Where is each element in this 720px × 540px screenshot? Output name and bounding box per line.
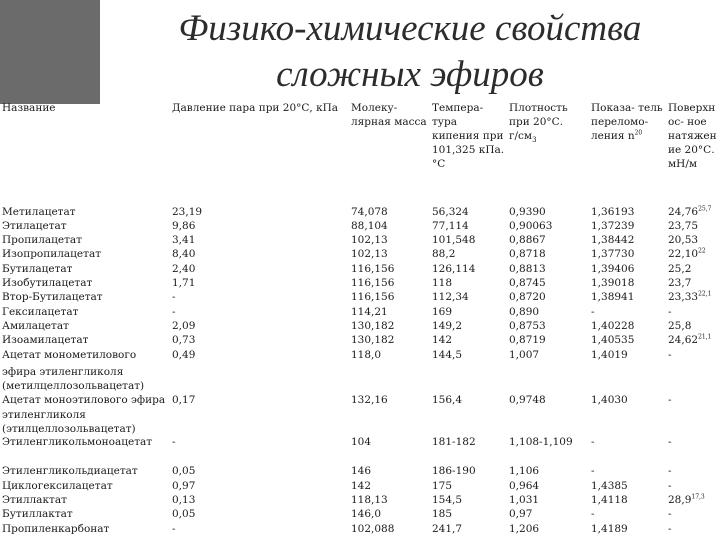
row-refractive-index-value: 1,4118 <box>591 494 628 506</box>
row-surface-tension <box>668 464 672 478</box>
row-density <box>509 507 532 521</box>
row-name <box>2 435 152 449</box>
row-boiling-temp-value: 88,2 <box>432 248 456 260</box>
row-molar-mass-value: 114,21 <box>351 306 388 318</box>
row-refractive-index-value: 1,37730 <box>591 248 635 260</box>
row-density-value: 1,106 <box>509 465 540 477</box>
row-density-value: 1,007 <box>509 349 540 361</box>
row-refractive-index <box>591 393 628 407</box>
row-refractive-index <box>591 493 628 507</box>
row-refractive-index <box>591 522 628 536</box>
row-refractive-index-value: 1,4019 <box>591 349 628 361</box>
row-vapor-pressure <box>172 276 195 290</box>
title-line-2: сложных эфиров <box>276 54 544 95</box>
row-name-value: Бутилацетат <box>2 263 73 275</box>
row-surface-tension <box>668 435 672 449</box>
row-refractive-index-value: - <box>591 436 595 448</box>
row-vapor-pressure <box>172 493 195 507</box>
row-surface-tension <box>668 290 711 304</box>
row-name-continuation: эфира этиленгликоля <box>2 366 124 378</box>
row-molar-mass <box>351 393 388 407</box>
slide-title <box>100 0 720 104</box>
row-name-value: Втор-Бутилацетат <box>2 291 103 303</box>
header-surface-tension <box>668 101 717 171</box>
row-boiling-temp <box>432 493 462 507</box>
row-density-value: 0,97 <box>509 508 533 520</box>
row-molar-mass-value: 130,182 <box>351 320 395 332</box>
row-density-value: 0,90063 <box>509 220 553 232</box>
row-boiling-temp <box>432 479 452 493</box>
row-surface-tension-value: 20,53 <box>668 234 699 246</box>
row-vapor-pressure <box>172 247 195 261</box>
row-name <box>2 522 109 536</box>
row-vapor-pressure <box>172 393 195 407</box>
row-density <box>509 247 546 261</box>
row-refractive-index <box>591 435 595 449</box>
row-density <box>509 464 539 478</box>
row-name <box>2 493 67 507</box>
row-molar-mass-value: 102,13 <box>351 248 388 260</box>
row-density <box>509 205 546 219</box>
row-molar-mass <box>351 522 394 536</box>
row-surface-tension-value: - <box>668 480 672 492</box>
row-density-value: 0,8813 <box>509 263 546 275</box>
row-density <box>509 435 573 449</box>
row-vapor-pressure <box>172 290 176 304</box>
row-molar-mass-value: 102,088 <box>351 523 395 535</box>
row-surface-tension <box>668 276 691 290</box>
row-name-value: Гексилацетат <box>2 306 79 318</box>
header-temp-line: тура <box>432 116 457 128</box>
row-refractive-index-value: 1,4189 <box>591 523 628 535</box>
header-temp <box>432 101 504 171</box>
header-surface-line: мН/м <box>668 158 698 170</box>
row-density-value: 1,206 <box>509 523 540 535</box>
row-boiling-temp <box>432 262 475 276</box>
row-vapor-pressure-value: - <box>172 523 176 535</box>
row-name-value: Амилацетат <box>2 320 69 332</box>
row-name-value: Этилацетат <box>2 220 67 232</box>
row-refractive-index-value: - <box>591 306 595 318</box>
row-surface-tension <box>668 348 672 362</box>
row-refractive-index <box>591 348 628 362</box>
row-boiling-temp <box>432 348 462 362</box>
row-refractive-index <box>591 290 634 304</box>
row-refractive-index <box>591 276 634 290</box>
row-name <box>2 464 138 478</box>
row-molar-mass <box>351 507 381 521</box>
row-boiling-temp-value: 142 <box>432 334 453 346</box>
row-name <box>2 348 136 362</box>
row-name <box>2 205 76 219</box>
row-molar-mass <box>351 479 371 493</box>
row-boiling-temp-value: 126,114 <box>432 263 476 275</box>
row-vapor-pressure <box>172 507 195 521</box>
row-boiling-temp <box>432 247 455 261</box>
row-molar-mass-value: 104 <box>351 436 372 448</box>
row-density-value: 0,8867 <box>509 234 546 246</box>
row-vapor-pressure <box>172 333 195 347</box>
row-boiling-temp <box>432 305 452 319</box>
row-vapor-pressure-value: 0,05 <box>172 465 196 477</box>
slide-sidebar-block <box>0 0 100 104</box>
row-surface-tension <box>668 205 711 219</box>
row-density <box>509 522 539 536</box>
row-surface-tension-value: 23,7 <box>668 277 692 289</box>
row-boiling-temp-value: 101,548 <box>432 234 476 246</box>
row-vapor-pressure <box>172 479 195 493</box>
density-unit: г/см <box>509 130 533 142</box>
row-name-value: Ацетат моноэтилового эфира <box>2 394 166 406</box>
header-refraction-line <box>591 129 663 143</box>
row-vapor-pressure-value: 0,73 <box>172 334 196 346</box>
row-refractive-index-value: 1,40535 <box>591 334 635 346</box>
row-name-continuation: (этилцеллозольвацетат) <box>2 423 136 435</box>
row-vapor-pressure <box>172 219 195 233</box>
row-surface-tension-value: 25,8 <box>668 320 692 332</box>
row-refractive-index-value: 1,36193 <box>591 206 635 218</box>
header-vapor: Давление пара при 20°С, кПа <box>172 102 339 114</box>
row-boiling-temp <box>432 333 452 347</box>
row-density-value: 0,8745 <box>509 277 546 289</box>
header-surface-line: Поверхн <box>668 102 716 114</box>
row-name <box>2 319 69 333</box>
row-molar-mass <box>351 276 394 290</box>
row-surface-tension <box>668 262 691 276</box>
row-vapor-pressure <box>172 435 176 449</box>
row-density-value: 1,031 <box>509 494 540 506</box>
header-mass-line: лярная масса <box>351 116 427 128</box>
row-surface-tension-value: 28,9 <box>668 494 692 506</box>
row-boiling-temp <box>432 522 462 536</box>
header-surface-line: ос- ное <box>668 116 707 128</box>
row-vapor-pressure-value: - <box>172 436 176 448</box>
row-refractive-index <box>591 262 634 276</box>
row-boiling-temp-value: 169 <box>432 306 453 318</box>
row-molar-mass <box>351 319 394 333</box>
title-line-1: Физико-химические свойства <box>178 8 642 49</box>
row-molar-mass-value: 116,156 <box>351 291 395 303</box>
row-surface-tension-value: - <box>668 436 672 448</box>
header-surface-line: натяжен <box>668 130 717 142</box>
row-density <box>509 393 546 407</box>
row-boiling-temp <box>432 233 475 247</box>
row-density-value: 0,8719 <box>509 334 546 346</box>
row-refractive-index-value: 1,38442 <box>591 234 635 246</box>
row-vapor-pressure-value: 9,86 <box>172 220 196 232</box>
row-density-value: 0,8753 <box>509 320 546 332</box>
header-refraction-line: Показа- тель <box>591 102 663 114</box>
row-vapor-pressure-value: - <box>172 291 176 303</box>
row-boiling-temp <box>432 319 462 333</box>
row-vapor-pressure <box>172 262 195 276</box>
row-name <box>2 393 165 407</box>
row-vapor-pressure <box>172 319 195 333</box>
row-refractive-index-value: 1,40228 <box>591 320 635 332</box>
header-name: Название <box>2 102 56 114</box>
row-molar-mass <box>351 333 394 347</box>
row-surface-tension-value: 25,2 <box>668 263 692 275</box>
row-boiling-temp-value: 112,34 <box>432 291 469 303</box>
row-density <box>509 305 539 319</box>
row-surface-tension-value: - <box>668 306 672 318</box>
row-refractive-index <box>591 219 634 233</box>
row-refractive-index <box>591 233 634 247</box>
row-molar-mass-value: 146 <box>351 465 372 477</box>
row-refractive-index <box>591 333 634 347</box>
row-density-value: 0,8718 <box>509 248 546 260</box>
surface-tension-temp-sup: 17,3 <box>691 493 705 501</box>
row-name-value: Изобутилацетат <box>2 277 93 289</box>
row-molar-mass-value: 116,156 <box>351 263 395 275</box>
row-name <box>2 479 113 493</box>
surface-tension-temp-sup: 21,1 <box>698 333 712 341</box>
row-surface-tension-value: - <box>668 394 672 406</box>
row-vapor-pressure-value: 3,41 <box>172 234 196 246</box>
row-molar-mass-value: 102,13 <box>351 234 388 246</box>
row-boiling-temp-value: 149,2 <box>432 320 463 332</box>
row-surface-tension <box>668 319 691 333</box>
row-vapor-pressure-value: 0,49 <box>172 349 196 361</box>
row-name-value: Изопропилацетат <box>2 248 102 260</box>
row-molar-mass <box>351 233 388 247</box>
row-name-value: Этиллактат <box>2 494 67 506</box>
row-molar-mass <box>351 262 394 276</box>
row-boiling-temp-value: 144,5 <box>432 349 463 361</box>
row-density <box>509 348 539 362</box>
row-refractive-index-value: - <box>591 508 595 520</box>
row-surface-tension <box>668 493 705 507</box>
row-density-value: 0,8720 <box>509 291 546 303</box>
row-density-value: 0,890 <box>509 306 540 318</box>
header-density <box>509 101 568 143</box>
row-density <box>509 493 539 507</box>
row-name-value: Циклогексилацетат <box>2 480 113 492</box>
row-boiling-temp <box>432 393 462 407</box>
row-name-value: Этиленгликольмоноацетат <box>2 436 153 448</box>
row-name-value: Бутиллактат <box>2 508 73 520</box>
row-molar-mass <box>351 290 394 304</box>
row-name <box>2 262 72 276</box>
row-surface-tension <box>668 305 672 319</box>
header-temp-line: Темпера- <box>432 102 484 114</box>
row-density-value: 0,964 <box>509 480 540 492</box>
row-vapor-pressure-value: 1,71 <box>172 277 196 289</box>
row-boiling-temp-value: 56,324 <box>432 206 469 218</box>
row-density <box>509 233 546 247</box>
header-temp-line: 101,325 кПа. <box>432 144 505 156</box>
density-unit-sub: 3 <box>532 136 537 145</box>
row-surface-tension <box>668 507 672 521</box>
row-molar-mass-value: 118,0 <box>351 349 382 361</box>
row-refractive-index <box>591 479 628 493</box>
row-molar-mass-value: 146,0 <box>351 508 382 520</box>
row-molar-mass-value: 116,156 <box>351 277 395 289</box>
row-boiling-temp-value: 241,7 <box>432 523 463 535</box>
row-density <box>509 276 546 290</box>
row-name <box>2 333 88 347</box>
row-name-continuation: этиленгликоля <box>2 409 86 421</box>
row-vapor-pressure <box>172 522 176 536</box>
row-name <box>2 247 101 261</box>
row-refractive-index-value: 1,4385 <box>591 480 628 492</box>
header-density-line: Плотность <box>509 102 568 114</box>
row-molar-mass-value: 130,182 <box>351 334 395 346</box>
row-name <box>2 290 103 304</box>
row-refractive-index <box>591 464 595 478</box>
row-molar-mass <box>351 305 388 319</box>
row-surface-tension <box>668 219 698 233</box>
row-refractive-index-value: 1,37239 <box>591 220 635 232</box>
row-name-continuation: (метилцеллозольвацетат) <box>2 380 145 392</box>
row-density-value: 0,9748 <box>509 394 546 406</box>
row-molar-mass <box>351 493 388 507</box>
row-boiling-temp-value: 154,5 <box>432 494 463 506</box>
row-boiling-temp <box>432 507 452 521</box>
header-surface-line: ие 20°С. <box>668 144 715 156</box>
row-density <box>509 319 546 333</box>
row-vapor-pressure <box>172 464 195 478</box>
header-refraction <box>591 101 663 143</box>
row-surface-tension <box>668 393 672 407</box>
row-refractive-index-value: 1,4030 <box>591 394 628 406</box>
row-vapor-pressure-value: 23,19 <box>172 206 203 218</box>
row-name-value: Этиленгликольдиацетат <box>2 465 138 477</box>
row-refractive-index <box>591 305 595 319</box>
row-vapor-pressure <box>172 233 195 247</box>
row-boiling-temp-value: 118 <box>432 277 453 289</box>
header-temp-line: °С <box>432 158 446 170</box>
row-surface-tension <box>668 479 672 493</box>
row-vapor-pressure <box>172 305 176 319</box>
row-density <box>509 262 546 276</box>
row-molar-mass <box>351 247 388 261</box>
row-molar-mass-value: 118,13 <box>351 494 388 506</box>
row-refractive-index-value: 1,38941 <box>591 291 635 303</box>
row-boiling-temp-value: 181-182 <box>432 436 476 448</box>
row-molar-mass <box>351 348 381 362</box>
header-mass <box>351 101 427 129</box>
row-surface-tension-value: 23,33 <box>668 291 699 303</box>
row-surface-tension <box>668 233 698 247</box>
row-molar-mass-value: 88,104 <box>351 220 388 232</box>
row-boiling-temp-value: 77,114 <box>432 220 469 232</box>
refraction-symbol: ления n <box>591 130 635 142</box>
row-molar-mass-value: 142 <box>351 480 372 492</box>
row-name-value: Ацетат монометилового <box>2 349 137 361</box>
row-vapor-pressure-value: 0,97 <box>172 480 196 492</box>
row-refractive-index <box>591 205 634 219</box>
row-name <box>2 507 73 521</box>
refraction-symbol-sup: 20 <box>634 129 643 137</box>
header-mass-line: Молеку- <box>351 102 398 114</box>
row-vapor-pressure-value: 0,13 <box>172 494 196 506</box>
row-boiling-temp-value: 185 <box>432 508 453 520</box>
header-density-line <box>509 129 568 143</box>
row-refractive-index <box>591 247 634 261</box>
row-surface-tension-value: 24,76 <box>668 206 699 218</box>
row-refractive-index <box>591 507 595 521</box>
row-vapor-pressure-value: 8,40 <box>172 248 196 260</box>
row-molar-mass <box>351 464 371 478</box>
row-refractive-index-value: 1,39018 <box>591 277 635 289</box>
row-surface-tension-value: - <box>668 465 672 477</box>
surface-tension-temp-sup: 22 <box>698 247 706 255</box>
row-surface-tension-value: - <box>668 523 672 535</box>
row-refractive-index <box>591 319 634 333</box>
row-molar-mass-value: 74,078 <box>351 206 388 218</box>
row-boiling-temp <box>432 435 476 449</box>
row-surface-tension <box>668 247 706 261</box>
row-molar-mass <box>351 219 388 233</box>
surface-tension-temp-sup: 22,1 <box>698 290 712 298</box>
row-surface-tension <box>668 522 672 536</box>
row-density <box>509 219 552 233</box>
row-density <box>509 333 546 347</box>
row-name <box>2 233 82 247</box>
row-name-value: Метилацетат <box>2 206 76 218</box>
row-boiling-temp-value: 186-190 <box>432 465 476 477</box>
header-refraction-line: переломо- <box>591 116 649 128</box>
row-vapor-pressure-value: - <box>172 306 176 318</box>
row-boiling-temp-value: 175 <box>432 480 453 492</box>
header-density-line: при 20°С. <box>509 116 564 128</box>
row-boiling-temp <box>432 219 469 233</box>
row-density <box>509 479 539 493</box>
row-surface-tension-value: 22,10 <box>668 248 699 260</box>
row-name <box>2 219 67 233</box>
row-vapor-pressure-value: 2,40 <box>172 263 196 275</box>
row-boiling-temp <box>432 276 452 290</box>
row-name <box>2 305 78 319</box>
row-boiling-temp <box>432 290 469 304</box>
row-boiling-temp <box>432 205 469 219</box>
row-refractive-index-value: - <box>591 465 595 477</box>
row-density-value: 0,9390 <box>509 206 546 218</box>
row-vapor-pressure-value: 2,09 <box>172 320 196 332</box>
row-name <box>2 276 92 290</box>
row-boiling-temp <box>432 464 476 478</box>
row-molar-mass <box>351 435 371 449</box>
row-molar-mass-value: 132,16 <box>351 394 388 406</box>
row-vapor-pressure <box>172 348 195 362</box>
row-vapor-pressure <box>172 205 202 219</box>
surface-tension-temp-sup: 25,7 <box>698 205 712 213</box>
row-surface-tension-value: - <box>668 508 672 520</box>
row-surface-tension-value: 24,62 <box>668 334 699 346</box>
row-surface-tension-value: 23,75 <box>668 220 699 232</box>
row-boiling-temp-value: 156,4 <box>432 394 463 406</box>
row-name-value: Пропилацетат <box>2 234 82 246</box>
row-surface-tension-value: - <box>668 349 672 361</box>
row-molar-mass <box>351 205 388 219</box>
header-temp-line: кипения при <box>432 130 504 142</box>
row-vapor-pressure-value: 0,17 <box>172 394 196 406</box>
row-vapor-pressure-value: 0,05 <box>172 508 196 520</box>
row-density-value: 1,108-1,109 <box>509 436 573 448</box>
row-surface-tension <box>668 333 711 347</box>
row-name-value: Изоамилацетат <box>2 334 89 346</box>
row-name-value: Пропиленкарбонат <box>2 523 110 535</box>
row-density <box>509 290 546 304</box>
row-refractive-index-value: 1,39406 <box>591 263 635 275</box>
